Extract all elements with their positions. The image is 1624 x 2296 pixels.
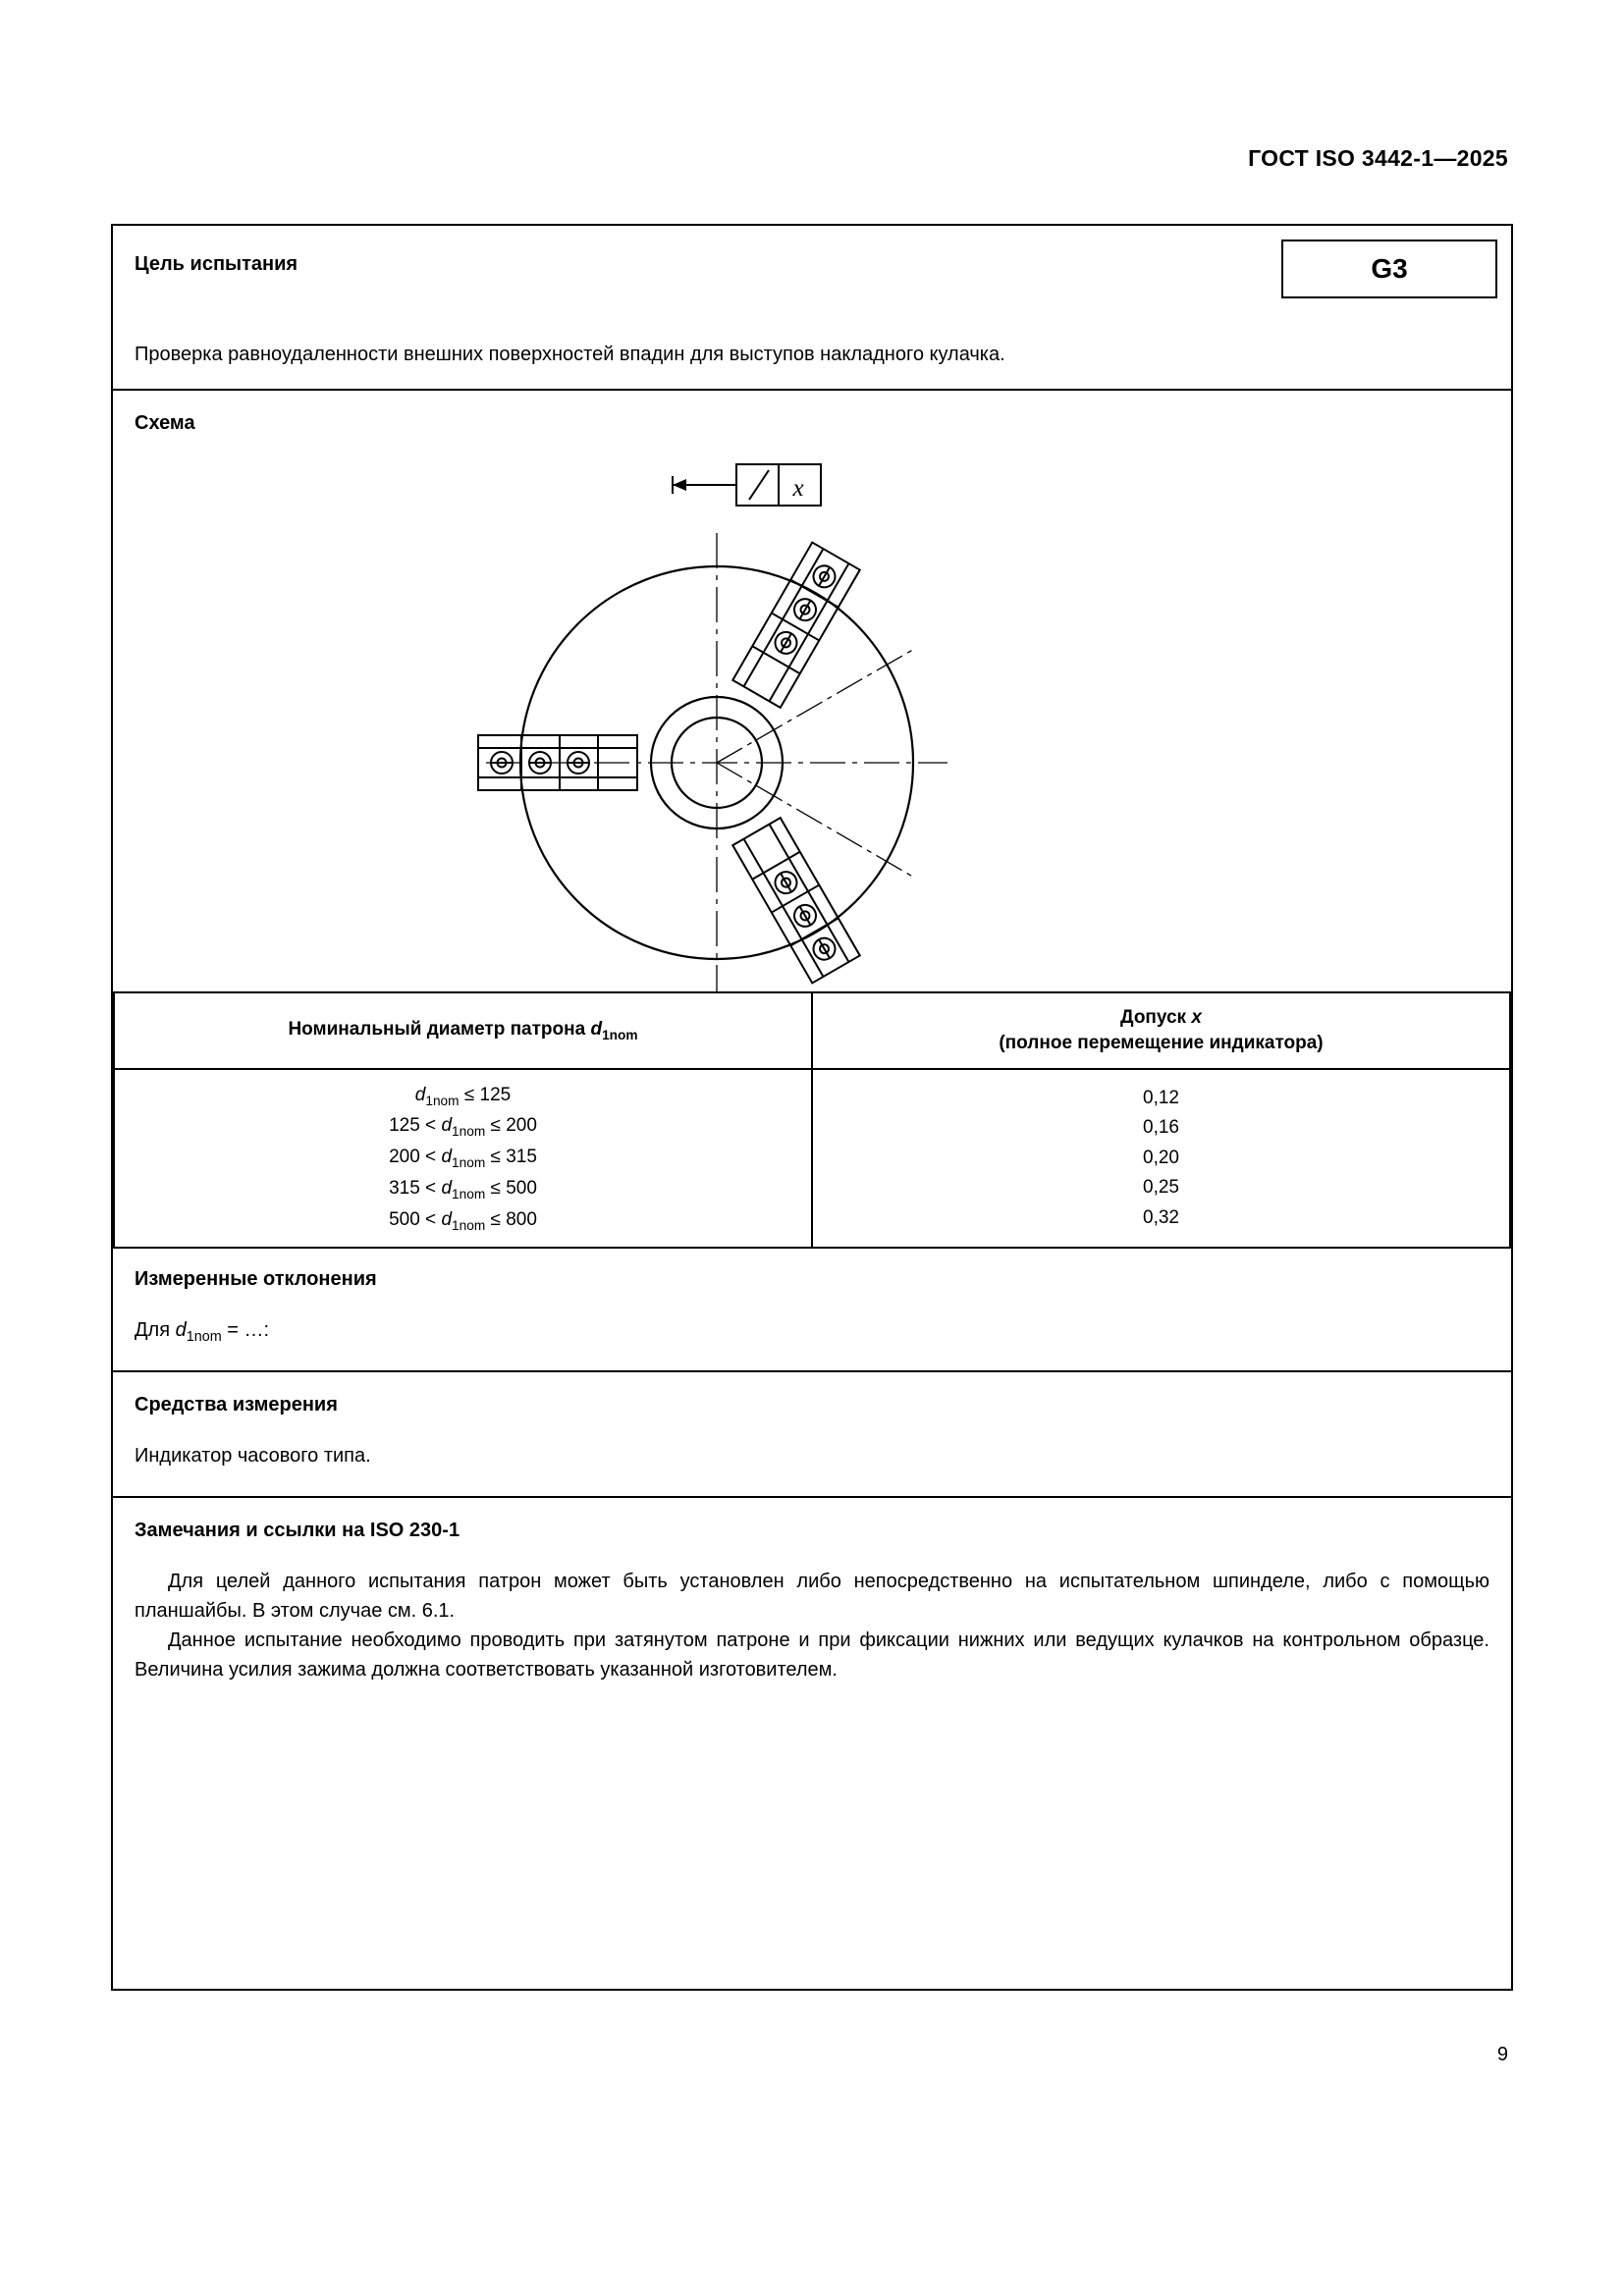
table-row bbox=[114, 1069, 1510, 1248]
purpose-text: Проверка равноудаленности внешних поверхностей впадин для выступов накладного кулачка. bbox=[135, 344, 1005, 365]
header-sub: 1nom bbox=[602, 1027, 638, 1042]
notes-label: Замечания и ссылки на ISO 230-1 bbox=[135, 1520, 460, 1541]
measured-deviations-label: Измеренные отклонения bbox=[135, 1268, 377, 1290]
tolerance-values-cell bbox=[812, 1069, 1510, 1248]
test-code-badge: G3 bbox=[1281, 240, 1497, 298]
header-var: x bbox=[1191, 1007, 1202, 1029]
jaw-lower-right bbox=[732, 543, 859, 708]
measuring-instruments-section bbox=[113, 1370, 1511, 1496]
header-text: Номинальный диаметр патрона bbox=[288, 1018, 591, 1040]
notes-paragraph-1: Для целей данного испытания патрон может быть установлен либо непосредственно на испытательном шпинделе, либо с помощью планшайбы. В этом случае см. 6.1. bbox=[135, 1571, 1489, 1622]
table-header-diameter bbox=[114, 992, 812, 1069]
notes-body bbox=[135, 1567, 1489, 1684]
svg-text:x: x bbox=[792, 475, 804, 502]
range-row: $200 < d_{1nom} \le 315$ bbox=[389, 1147, 537, 1170]
range-row: $125 < d_{1nom} \le 200$ bbox=[389, 1115, 537, 1140]
diameter-ranges-cell bbox=[114, 1069, 812, 1248]
tolerance-row: 0,16 bbox=[1143, 1117, 1179, 1139]
tolerance-row: 0,32 bbox=[1143, 1206, 1179, 1228]
page-number: 9 bbox=[1496, 2044, 1508, 2065]
purpose-label: Цель испытания bbox=[135, 253, 298, 275]
table-header-tolerance bbox=[812, 992, 1510, 1069]
notes-paragraph-2: Данное испытание необходимо проводить при затянутом патроне и при фиксации нижних или ведущих кулачков на контрольном образце. Величина усилия зажима должна соответствовать указанной изготовителем. bbox=[135, 1629, 1489, 1681]
tolerance-row: 0,12 bbox=[1143, 1088, 1179, 1109]
tolerance-table bbox=[113, 991, 1511, 1249]
measured-deviations-section bbox=[113, 1245, 1511, 1370]
divider bbox=[113, 389, 1511, 391]
scheme-label: Схема bbox=[135, 412, 195, 434]
test-card-box bbox=[111, 224, 1513, 1991]
range-row: $500 < d_{1nom} \le 800$ bbox=[389, 1208, 537, 1233]
header-text-2: (полное перемещение индикатора) bbox=[999, 1033, 1324, 1053]
scheme-drawing bbox=[113, 447, 1511, 991]
measuring-instruments-text: Индикатор часового типа. bbox=[135, 1445, 371, 1467]
range-row: $d_{1nom} \le 125$ bbox=[414, 1084, 512, 1108]
header-text: Допуск bbox=[1120, 1007, 1192, 1029]
standard-number-header: ГОСТ ISO 3442-1—2025 bbox=[1248, 145, 1508, 171]
measured-deviations-text: Для $d_{1nom}$ = …: bbox=[135, 1319, 270, 1345]
header-var: d bbox=[590, 1018, 603, 1040]
range-row: $315 < d_{1nom} \le 500$ bbox=[389, 1177, 537, 1201]
measuring-instruments-label: Средства измерения bbox=[135, 1394, 338, 1415]
notes-section bbox=[113, 1496, 1511, 1987]
chuck-diagram-svg bbox=[113, 447, 1511, 991]
tolerance-row: 0,25 bbox=[1143, 1177, 1179, 1199]
tolerance-row: 0,20 bbox=[1143, 1147, 1179, 1168]
jaw-upper-right bbox=[732, 818, 859, 983]
